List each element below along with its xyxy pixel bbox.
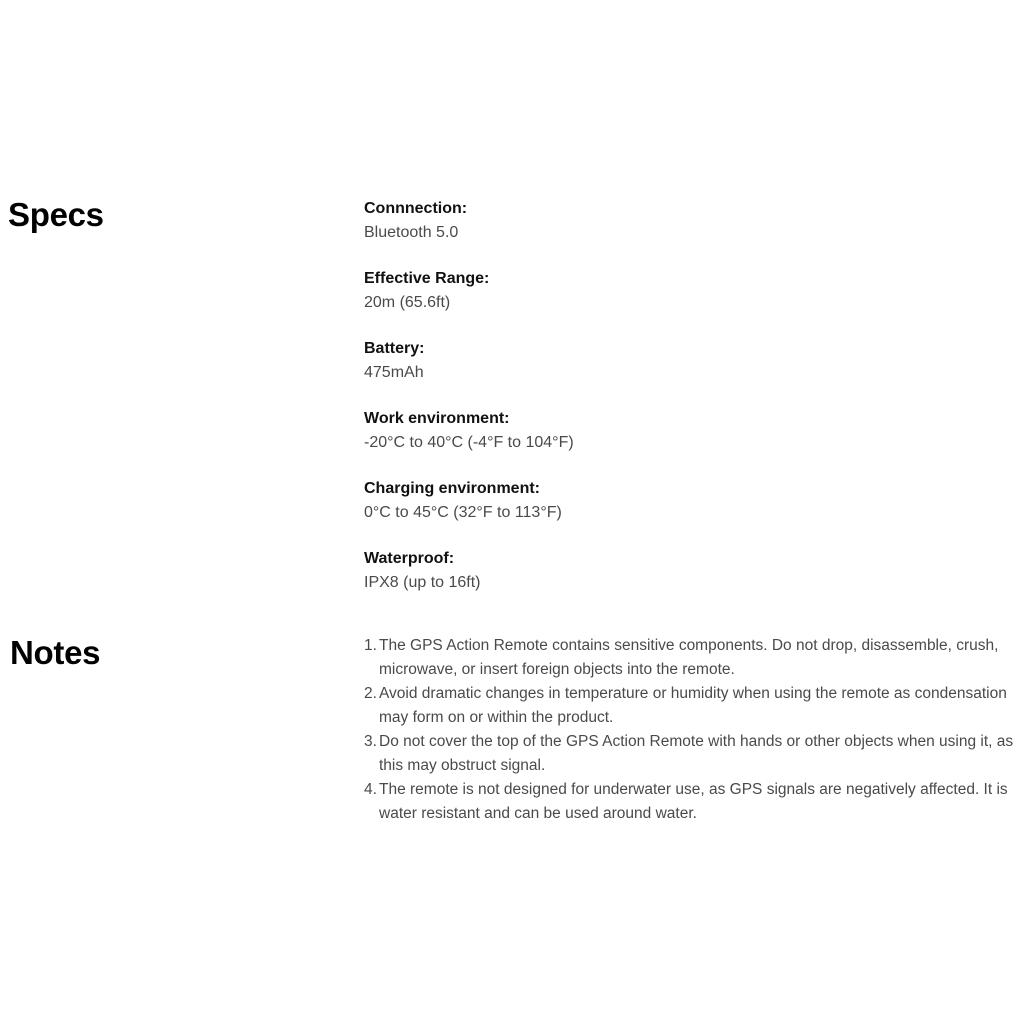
spec-value: 20m (65.6ft) xyxy=(364,294,451,311)
spec-label: Battery: xyxy=(364,340,425,357)
note-text: Do not cover the top of the GPS Action Remote with hands or other objects when using it, as this may obstruct signal. xyxy=(379,733,1014,774)
note-number: 1. xyxy=(364,637,377,654)
spec-waterproof xyxy=(364,549,1004,619)
spec-value: -20°C to 40°C (-4°F to 104°F) xyxy=(364,434,574,451)
spec-label: Charging environment: xyxy=(364,480,541,497)
spec-label: Waterproof: xyxy=(364,550,455,567)
note-text: The GPS Action Remote contains sensitive components. Do not drop, disassemble, crush, microwave, or insert foreign objects into the remote. xyxy=(379,637,999,678)
notes-heading: Notes xyxy=(10,634,101,671)
spec-effective-range xyxy=(364,269,1004,339)
spec-label: Work environment: xyxy=(364,410,510,427)
spec-value: 0°C to 45°C (32°F to 113°F) xyxy=(364,504,562,521)
spec-value: IPX8 (up to 16ft) xyxy=(364,574,481,591)
specs-list xyxy=(364,199,1004,619)
note-item-3 xyxy=(364,730,1019,778)
note-item-1 xyxy=(364,634,1019,682)
note-text: The remote is not designed for underwater use, as GPS signals are negatively affected. It is water resistant and can be used around water. xyxy=(379,781,1008,822)
note-number: 4. xyxy=(364,781,377,798)
notes-list xyxy=(364,634,1019,826)
note-text: Avoid dramatic changes in temperature or humidity when using the remote as condensation may form on or within the product. xyxy=(379,685,1007,726)
spec-value: 475mAh xyxy=(364,364,424,381)
specs-heading: Specs xyxy=(8,196,104,233)
spec-label: Effective Range: xyxy=(364,270,490,287)
spec-label: Connnection: xyxy=(364,200,468,217)
spec-work-environment xyxy=(364,409,1004,479)
spec-charging-environment xyxy=(364,479,1004,549)
note-item-2 xyxy=(364,682,1019,730)
note-number: 3. xyxy=(364,733,377,750)
spec-battery xyxy=(364,339,1004,409)
spec-connection xyxy=(364,199,1004,269)
note-number: 2. xyxy=(364,685,377,702)
note-item-4 xyxy=(364,778,1019,826)
spec-value: Bluetooth 5.0 xyxy=(364,224,459,241)
